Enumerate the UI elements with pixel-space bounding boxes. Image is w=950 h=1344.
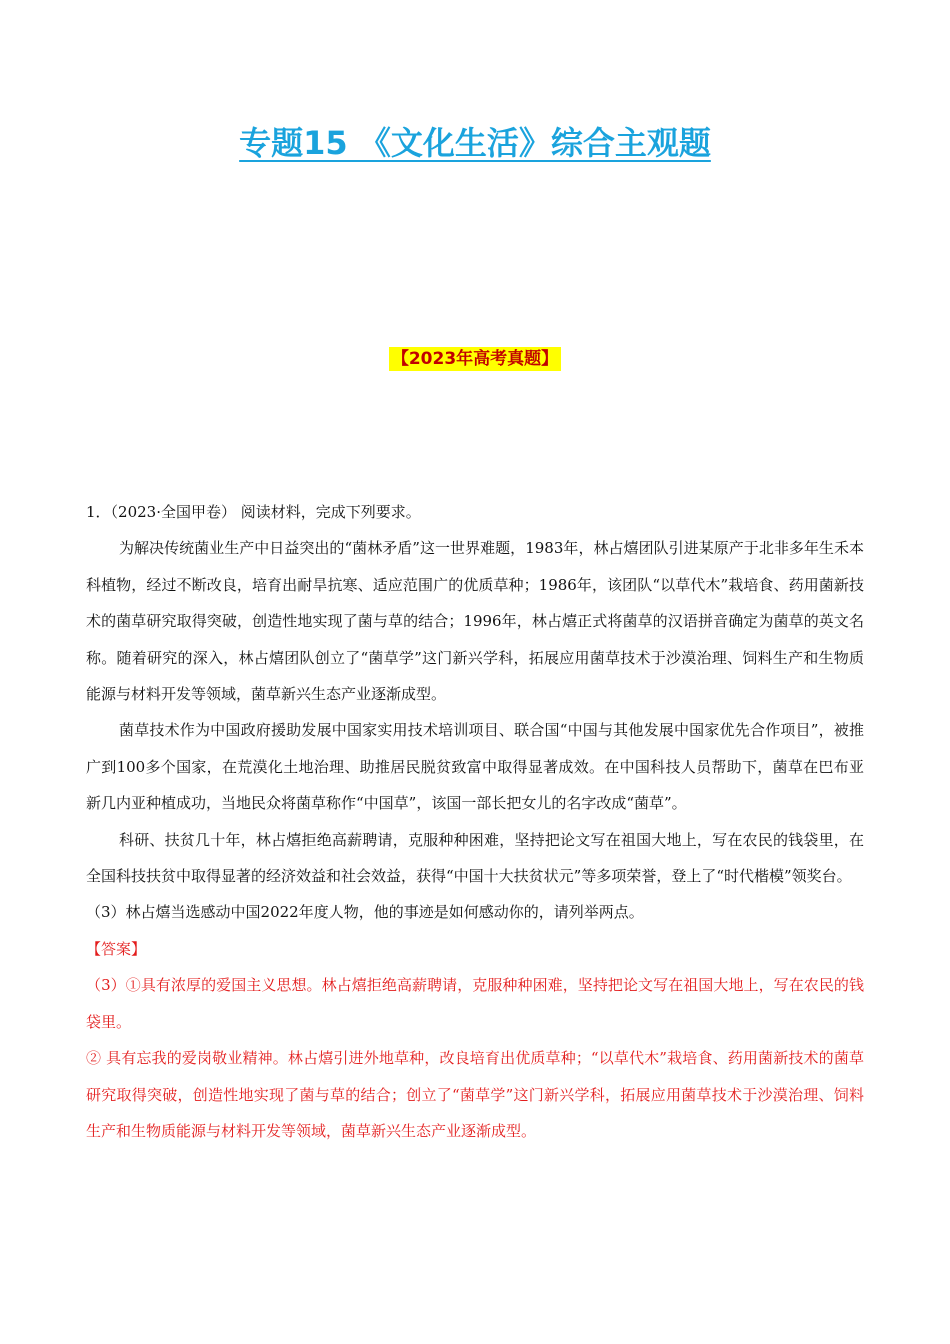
sub-question: （3）林占熺当选感动中国2022年度人物，他的事迹是如何感动你的，请列举两点。 [86,903,644,922]
question-block [86,494,864,1149]
page-title: 专题15 《文化生活》综合主观题 [239,124,711,162]
question-header: 1．（2023·全国甲卷） 阅读材料，完成下列要求。 [86,503,421,521]
answer-point: （3）①具有浓厚的爱国主义思想。林占熺拒绝高薪聘请，克服种种困难，坚持把论文写在祖国大地上，写在农民的钱袋里。 [86,976,864,1031]
answer-point: ② 具有忘我的爱岗敬业精神。林占熺引进外地草种，改良培育出优质草种；“以草代木”栽培食、药用菌新技术的菌草研究取得突破，创造性地实现了菌与草的结合；创立了“菌草学”这门新兴学科，拓展应用菌草技术于沙漠治理、饲料生产和生物质能源与材料开发等领域，菌草新兴生态产业逐渐成型。 [86,1049,864,1140]
answer-label: 【答案】 [86,939,147,958]
material-paragraph: 菌草技术作为中国政府援助发展中国家实用技术培训项目、联合国“中国与其他发展中国家优先合作项目”，被推广到100多个国家，在荒漠化土地治理、助推居民脱贫致富中取得显著成效。在中国科技人员帮助下，菌草在巴布亚新几内亚种植成功，当地民众将菌草称作“中国草”，该国一部长把女儿的名字改成“菌草”。 [86,721,864,813]
section-heading: 【2023年高考真题】 [0,344,950,369]
material-paragraph: 科研、扶贫几十年，林占熺拒绝高薪聘请，克服种种困难，坚持把论文写在祖国大地上，写在农民的钱袋里，在全国科技扶贫中取得显著的经济效益和社会效益，获得“中国十大扶贫状元”等多项荣誉，登上了“时代楷模”领奖台。 [86,830,864,886]
material-paragraph: 为解决传统菌业生产中日益突出的“菌林矛盾”这一世界难题，1983年，林占熺团队引进某原产于北非多年生禾本科植物，经过不断改良，培育出耐旱抗寒、适应范围广的优质草种；1986年，该团队“以草代木”栽培食、药用菌新技术的菌草研究取得突破，创造性地实现了菌与草的结合；1996年，林占熺正式将菌草的汉语拼音确定为菌草的英文名称。随着研究的深入，林占熺团队创立了“菌草学”这门新兴学科，拓展应用菌草技术于沙漠治理、饲料生产和生物质能源与材料开发等领域，菌草新兴生态产业逐渐成型。 [86,539,864,704]
